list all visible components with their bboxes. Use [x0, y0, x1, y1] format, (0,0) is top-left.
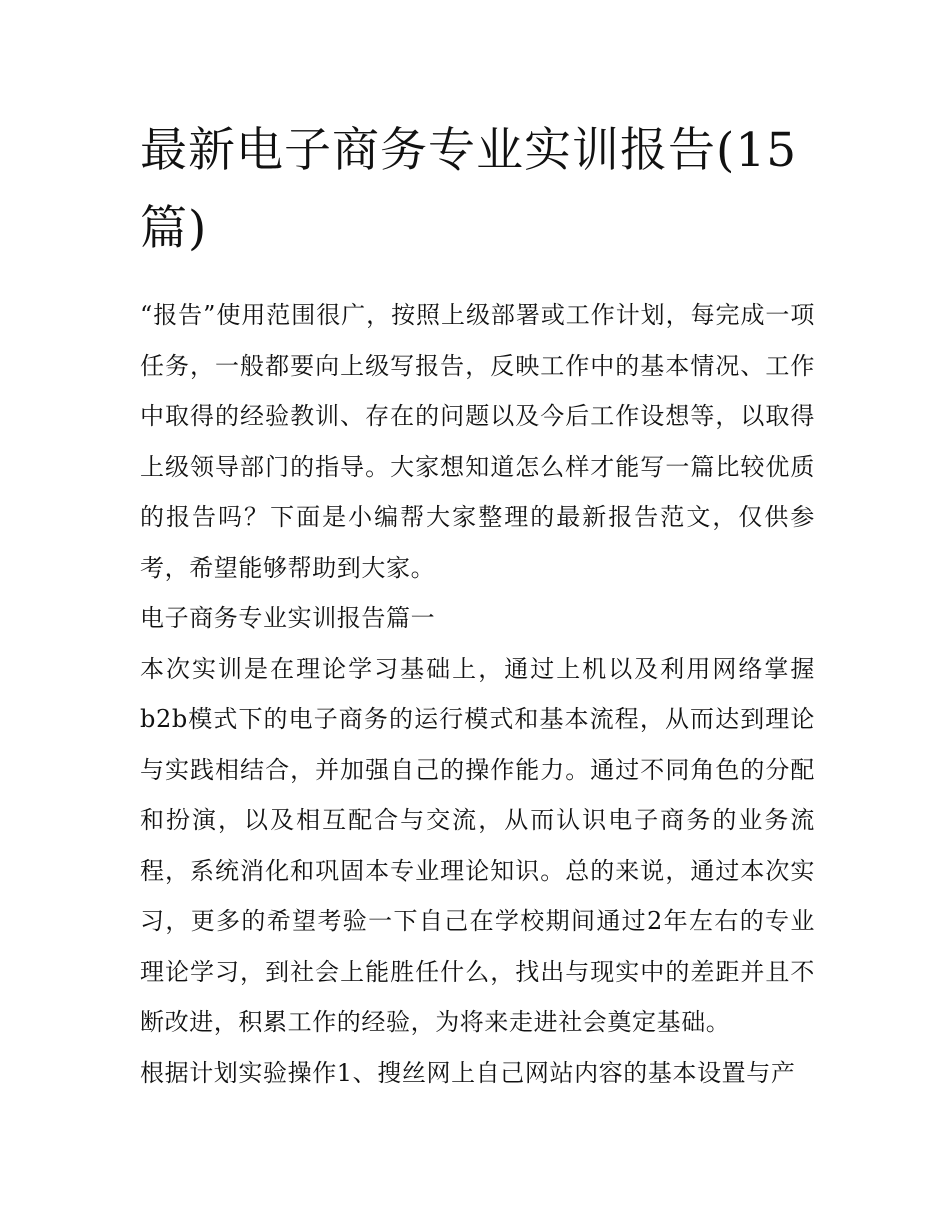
last-paragraph: 根据计划实验操作1、搜丝网上自己网站内容的基本设置与产: [140, 1058, 796, 1087]
document-title: 最新电子商务专业实训报告(15篇): [140, 123, 798, 256]
section-heading: 电子商务专业实训报告篇一: [140, 604, 436, 632]
body-paragraph: 本次实训是在理论学习基础上，通过上机以及利用网络掌握b2b模式下的电子商务的运行模式和基本流程，从而达到理论与实践相结合，并加强自己的操作能力。通过不同角色的分配和扮演，以及相互配合与交流，从而认识电子商务的业务流程，系统消化和巩固本专业理论知识。总的来说，通过本次实习，更多的希望考验一下自己在学校期间通过2年左右的专业理论学习，到社会上能胜任什么，找出与现实中的差距并且不断改进，积累工作的经验，为将来走进社会奠定基础。: [140, 654, 815, 1036]
intro-paragraph: “报告”使用范围很广，按照上级部署或工作计划，每完成一项任务，一般都要向上级写报告，反映工作中的基本情况、工作中取得的经验教训、存在的问题以及今后工作设想等，以取得上级领导部门的指导。大家想知道怎么样才能写一篇比较优质的报告吗？下面是小编帮大家整理的最新报告范文，仅供参考，希望能够帮助到大家。: [140, 301, 815, 582]
document-content: [140, 112, 815, 1098]
